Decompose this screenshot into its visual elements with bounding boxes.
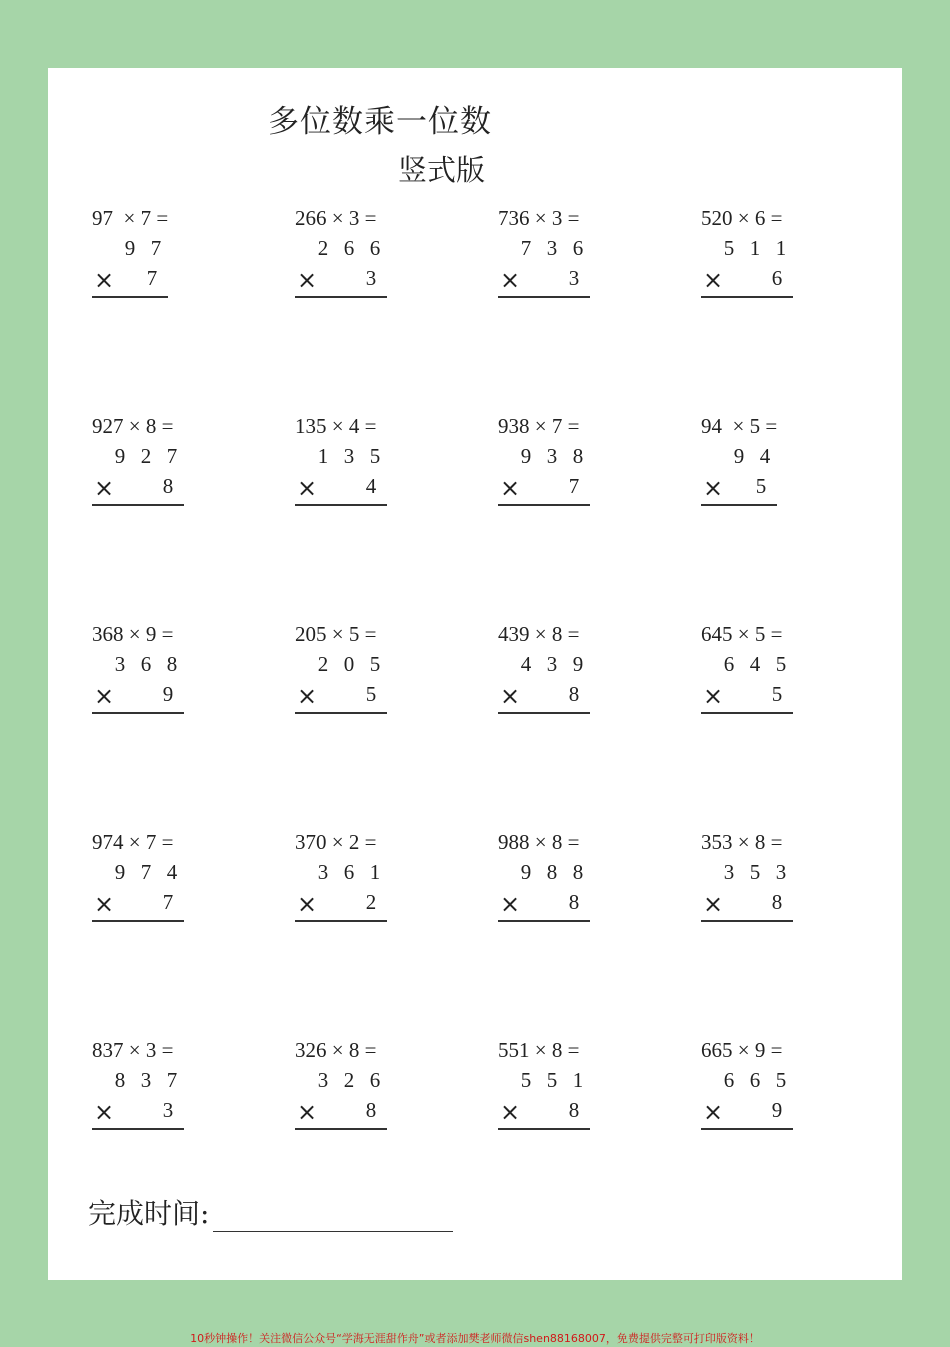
digit: 1 xyxy=(572,1068,584,1092)
multiply-icon: × xyxy=(94,890,115,918)
problem-item xyxy=(498,1038,678,1138)
multiplicand-digits xyxy=(498,860,590,890)
multiplier-digit: 5 xyxy=(365,682,377,706)
multiplicand-digits xyxy=(295,444,387,474)
multiplicand-digits xyxy=(92,444,184,474)
multiply-icon: × xyxy=(297,266,318,294)
problem-item xyxy=(701,622,881,722)
problem-equation: 736 × 3 = xyxy=(498,206,580,230)
multiplier-digit: 5 xyxy=(771,682,783,706)
problem-item xyxy=(498,414,678,514)
digit: 9 xyxy=(520,444,532,468)
multiplier-digit: 8 xyxy=(162,474,174,498)
problem-item xyxy=(295,830,475,930)
multiplier-row xyxy=(92,1098,184,1130)
digit: 4 xyxy=(749,652,761,676)
problem-equation: 520 × 6 = xyxy=(701,206,783,230)
problem-item xyxy=(701,206,881,306)
problem-item xyxy=(92,206,272,306)
multiplier-row xyxy=(498,682,590,714)
problem-equation: 974 × 7 = xyxy=(92,830,174,854)
multiply-icon: × xyxy=(703,890,724,918)
digit: 5 xyxy=(723,236,735,260)
digit: 7 xyxy=(150,236,162,260)
digit: 2 xyxy=(317,236,329,260)
multiplier-digit: 9 xyxy=(771,1098,783,1122)
worksheet-subtitle: 竖式版 xyxy=(398,153,486,187)
multiply-icon: × xyxy=(500,266,521,294)
multiply-icon: × xyxy=(297,474,318,502)
problem-item xyxy=(498,206,678,306)
digit: 9 xyxy=(572,652,584,676)
problem-item xyxy=(498,622,678,722)
digit: 9 xyxy=(114,860,126,884)
digit: 7 xyxy=(520,236,532,260)
multiplier-digit: 5 xyxy=(755,474,767,498)
multiplier-digit: 8 xyxy=(771,890,783,914)
digit: 3 xyxy=(343,444,355,468)
multiplier-digit: 7 xyxy=(162,890,174,914)
problem-item xyxy=(295,1038,475,1138)
digit: 5 xyxy=(369,652,381,676)
digit: 6 xyxy=(749,1068,761,1092)
finish-time-label: 完成时间: xyxy=(88,1197,210,1230)
problem-equation: 551 × 8 = xyxy=(498,1038,580,1062)
multiplier-row xyxy=(701,474,777,506)
multiplier-row xyxy=(498,266,590,298)
multiplier-digit: 4 xyxy=(365,474,377,498)
problem-item xyxy=(295,206,475,306)
multiplier-row xyxy=(498,890,590,922)
digit: 6 xyxy=(343,236,355,260)
multiplier-row xyxy=(295,890,387,922)
digit: 2 xyxy=(317,652,329,676)
multiplier-digit: 8 xyxy=(568,1098,580,1122)
digit: 8 xyxy=(572,444,584,468)
digit: 3 xyxy=(140,1068,152,1092)
multiply-icon: × xyxy=(94,266,115,294)
digit: 5 xyxy=(775,1068,787,1092)
digit: 3 xyxy=(317,1068,329,1092)
digit: 1 xyxy=(749,236,761,260)
digit: 9 xyxy=(733,444,745,468)
multiplicand-digits xyxy=(498,652,590,682)
multiplicand-digits xyxy=(498,444,590,474)
multiply-icon: × xyxy=(94,474,115,502)
problem-equation: 837 × 3 = xyxy=(92,1038,174,1062)
problem-equation: 368 × 9 = xyxy=(92,622,174,646)
multiplier-row xyxy=(701,1098,793,1130)
multiplier-row xyxy=(92,474,184,506)
finish-time-blank[interactable] xyxy=(213,1205,453,1232)
multiplicand-digits xyxy=(92,652,184,682)
multiply-icon: × xyxy=(94,682,115,710)
multiply-icon: × xyxy=(94,1098,115,1126)
multiply-icon: × xyxy=(500,890,521,918)
multiply-icon: × xyxy=(703,682,724,710)
problem-equation: 665 × 9 = xyxy=(701,1038,783,1062)
digit: 2 xyxy=(343,1068,355,1092)
digit: 3 xyxy=(723,860,735,884)
problem-equation: 326 × 8 = xyxy=(295,1038,377,1062)
digit: 7 xyxy=(140,860,152,884)
multiplier-digit: 7 xyxy=(146,266,158,290)
multiplicand-digits xyxy=(295,1068,387,1098)
multiplicand-digits xyxy=(498,236,590,266)
problem-equation: 938 × 7 = xyxy=(498,414,580,438)
digit: 6 xyxy=(723,652,735,676)
multiply-icon: × xyxy=(297,682,318,710)
multiplier-digit: 9 xyxy=(162,682,174,706)
problem-item xyxy=(92,622,272,722)
problem-item xyxy=(701,830,881,930)
multiplier-digit: 3 xyxy=(365,266,377,290)
multiplier-row xyxy=(701,890,793,922)
multiplier-row xyxy=(498,1098,590,1130)
problem-item xyxy=(295,414,475,514)
multiplier-row xyxy=(701,682,793,714)
digit: 6 xyxy=(343,860,355,884)
digit: 1 xyxy=(369,860,381,884)
worksheet-title: 多位数乘一位数 xyxy=(268,104,492,140)
multiplicand-digits xyxy=(92,1068,184,1098)
multiplier-row xyxy=(295,266,387,298)
digit: 3 xyxy=(546,652,558,676)
multiply-icon: × xyxy=(297,1098,318,1126)
problem-item xyxy=(701,414,881,514)
digit: 7 xyxy=(166,1068,178,1092)
digit: 8 xyxy=(166,652,178,676)
multiplicand-digits xyxy=(295,652,387,682)
problem-equation: 205 × 5 = xyxy=(295,622,377,646)
multiplier-digit: 3 xyxy=(568,266,580,290)
multiplier-digit: 8 xyxy=(568,682,580,706)
worksheet xyxy=(48,68,902,1280)
multiply-icon: × xyxy=(703,266,724,294)
multiplier-digit: 6 xyxy=(771,266,783,290)
digit: 5 xyxy=(546,1068,558,1092)
digit: 4 xyxy=(520,652,532,676)
digit: 6 xyxy=(369,236,381,260)
multiplicand-digits xyxy=(701,652,793,682)
multiply-icon: × xyxy=(297,890,318,918)
multiplier-row xyxy=(92,890,184,922)
digit: 9 xyxy=(124,236,136,260)
digit: 4 xyxy=(759,444,771,468)
problem-equation: 927 × 8 = xyxy=(92,414,174,438)
footer-note: 10秒钟操作！关注微信公众号“学海无涯甜作舟”或者添加樊老师微信shen88168007，免费提供完整可打印版资料！ xyxy=(190,1332,760,1345)
digit: 1 xyxy=(775,236,787,260)
multiplicand-digits xyxy=(92,860,184,890)
digit: 8 xyxy=(572,860,584,884)
digit: 0 xyxy=(343,652,355,676)
problem-item xyxy=(92,830,272,930)
digit: 9 xyxy=(114,444,126,468)
digit: 3 xyxy=(317,860,329,884)
digit: 5 xyxy=(775,652,787,676)
problem-equation: 370 × 2 = xyxy=(295,830,377,854)
multiply-icon: × xyxy=(703,1098,724,1126)
multiplier-digit: 3 xyxy=(162,1098,174,1122)
multiplier-digit: 2 xyxy=(365,890,377,914)
digit: 1 xyxy=(317,444,329,468)
problem-item xyxy=(92,414,272,514)
digit: 3 xyxy=(546,236,558,260)
multiplicand-digits xyxy=(295,236,387,266)
multiplicand-digits xyxy=(92,236,168,266)
digit: 3 xyxy=(114,652,126,676)
multiplier-row xyxy=(295,682,387,714)
digit: 3 xyxy=(546,444,558,468)
digit: 6 xyxy=(140,652,152,676)
digit: 5 xyxy=(369,444,381,468)
multiply-icon: × xyxy=(500,1098,521,1126)
multiplier-digit: 8 xyxy=(365,1098,377,1122)
multiplicand-digits xyxy=(701,444,777,474)
multiplicand-digits xyxy=(701,236,793,266)
digit: 6 xyxy=(369,1068,381,1092)
problem-equation: 439 × 8 = xyxy=(498,622,580,646)
multiplier-row xyxy=(498,474,590,506)
multiply-icon: × xyxy=(500,474,521,502)
problem-equation: 988 × 8 = xyxy=(498,830,580,854)
finish-time xyxy=(88,1192,453,1232)
multiplier-row xyxy=(92,266,168,298)
digit: 7 xyxy=(166,444,178,468)
multiplier-row xyxy=(92,682,184,714)
digit: 3 xyxy=(775,860,787,884)
digit: 9 xyxy=(520,860,532,884)
digit: 6 xyxy=(572,236,584,260)
problem-equation: 97 × 7 = xyxy=(92,206,169,230)
problem-equation: 135 × 4 = xyxy=(295,414,377,438)
multiply-icon: × xyxy=(703,474,724,502)
digit: 5 xyxy=(520,1068,532,1092)
digit: 4 xyxy=(166,860,178,884)
problem-equation: 94 × 5 = xyxy=(701,414,778,438)
multiplier-row xyxy=(295,474,387,506)
multiplicand-digits xyxy=(295,860,387,890)
multiplier-row xyxy=(295,1098,387,1130)
digit: 8 xyxy=(114,1068,126,1092)
problem-item xyxy=(701,1038,881,1138)
digit: 2 xyxy=(140,444,152,468)
multiplier-digit: 8 xyxy=(568,890,580,914)
multiply-icon: × xyxy=(500,682,521,710)
multiplicand-digits xyxy=(701,1068,793,1098)
multiplier-digit: 7 xyxy=(568,474,580,498)
multiplicand-digits xyxy=(498,1068,590,1098)
problem-item xyxy=(92,1038,272,1138)
multiplier-row xyxy=(701,266,793,298)
digit: 6 xyxy=(723,1068,735,1092)
digit: 5 xyxy=(749,860,761,884)
problem-item xyxy=(498,830,678,930)
digit: 8 xyxy=(546,860,558,884)
problem-equation: 353 × 8 = xyxy=(701,830,783,854)
problem-equation: 645 × 5 = xyxy=(701,622,783,646)
multiplicand-digits xyxy=(701,860,793,890)
problem-equation: 266 × 3 = xyxy=(295,206,377,230)
problem-item xyxy=(295,622,475,722)
